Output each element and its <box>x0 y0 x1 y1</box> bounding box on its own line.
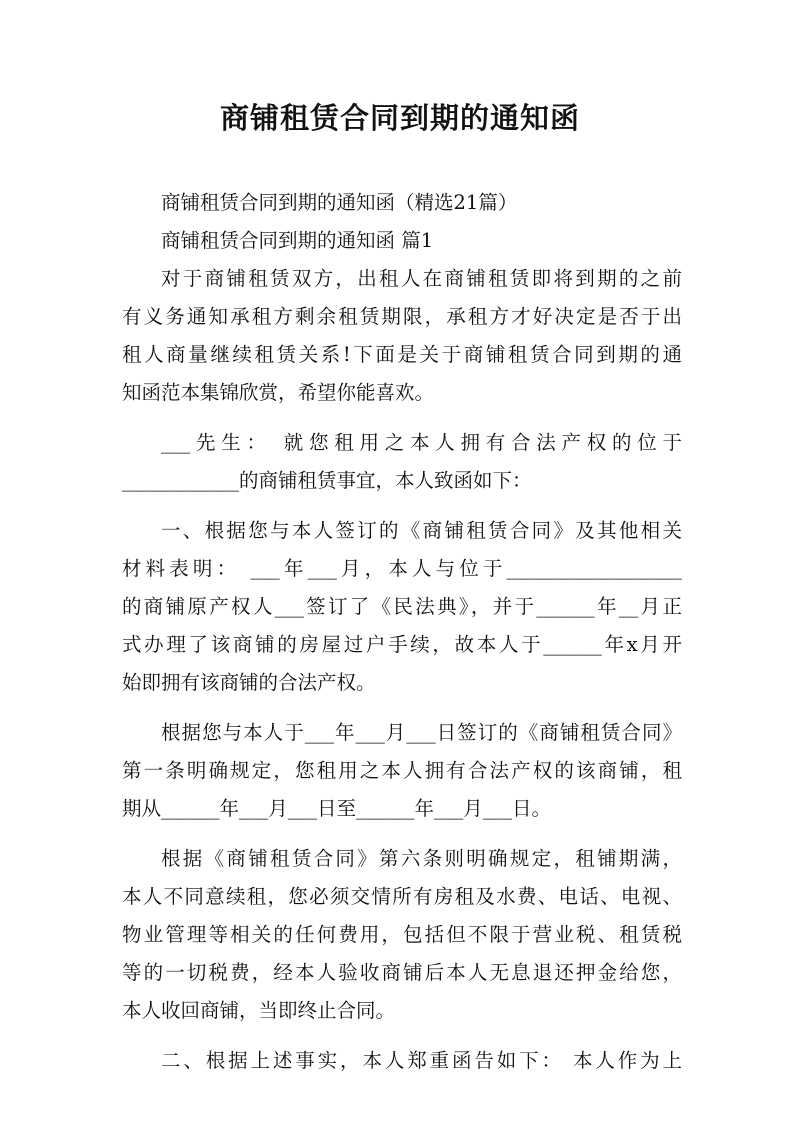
text-line: ____________的商铺租赁事宜，本人致函如下： <box>122 469 532 492</box>
text-line: 本人不同意续租，您必须交情所有房租及水费、电话、电视、 <box>122 885 682 908</box>
text-line: 式办理了该商铺的房屋过户手续，故本人于______年x月开 <box>122 633 682 656</box>
text-line: 等的一切税费，经本人验收商铺后本人无息退还押金给您， <box>122 961 682 984</box>
text-line: 知函范本集锦欣赏，希望你能喜欢。 <box>122 381 435 404</box>
text-line: 二、根据上述事实，本人郑重函告如下： 本人作为上 <box>161 1049 682 1072</box>
text-line: 第一条明确规定，您租用之本人拥有合法产权的该商铺，租 <box>122 759 682 782</box>
text-line: 商铺租赁合同到期的通知函 篇1 <box>161 229 434 252</box>
text-line: 的商铺原产权人___签订了《民法典》，并于______年__月正 <box>122 595 682 618</box>
document-body <box>122 184 682 1080</box>
text-line: 本人收回商铺，当即终止合同。 <box>122 999 396 1022</box>
text-line: 商铺租赁合同到期的通知函（精选21篇） <box>161 191 518 214</box>
text-line: 始即拥有该商铺的合法产权。 <box>122 671 376 694</box>
text-line: 对于商铺租赁双方，出租人在商铺租赁即将到期的之前 <box>161 267 682 290</box>
text-line: 物业管理等相关的任何费用，包括但不限于营业税、租赁税 <box>122 923 682 946</box>
text-line: 材料表明： ___年___月，本人与位于__________________ <box>122 557 682 580</box>
text-line: 根据您与本人于___年___月___日签订的《商铺租赁合同》 <box>161 721 682 744</box>
text-line: ___先生： 就您租用之本人拥有合法产权的位于 <box>161 431 682 454</box>
text-line: 租人商量继续租赁关系!下面是关于商铺租赁合同到期的通 <box>122 343 682 366</box>
text-line: 有义务通知承租方剩余租赁期限，承租方才好决定是否于出 <box>122 305 682 328</box>
text-line: 期从______年___月___日至______年___月___日。 <box>122 797 552 820</box>
document-title: 商铺租赁合同到期的通知函 <box>219 101 580 135</box>
text-line: 根据《商铺租赁合同》第六条则明确规定，租铺期满， <box>161 847 682 870</box>
text-line: 一、根据您与本人签订的《商铺租赁合同》及其他相关 <box>161 519 682 542</box>
